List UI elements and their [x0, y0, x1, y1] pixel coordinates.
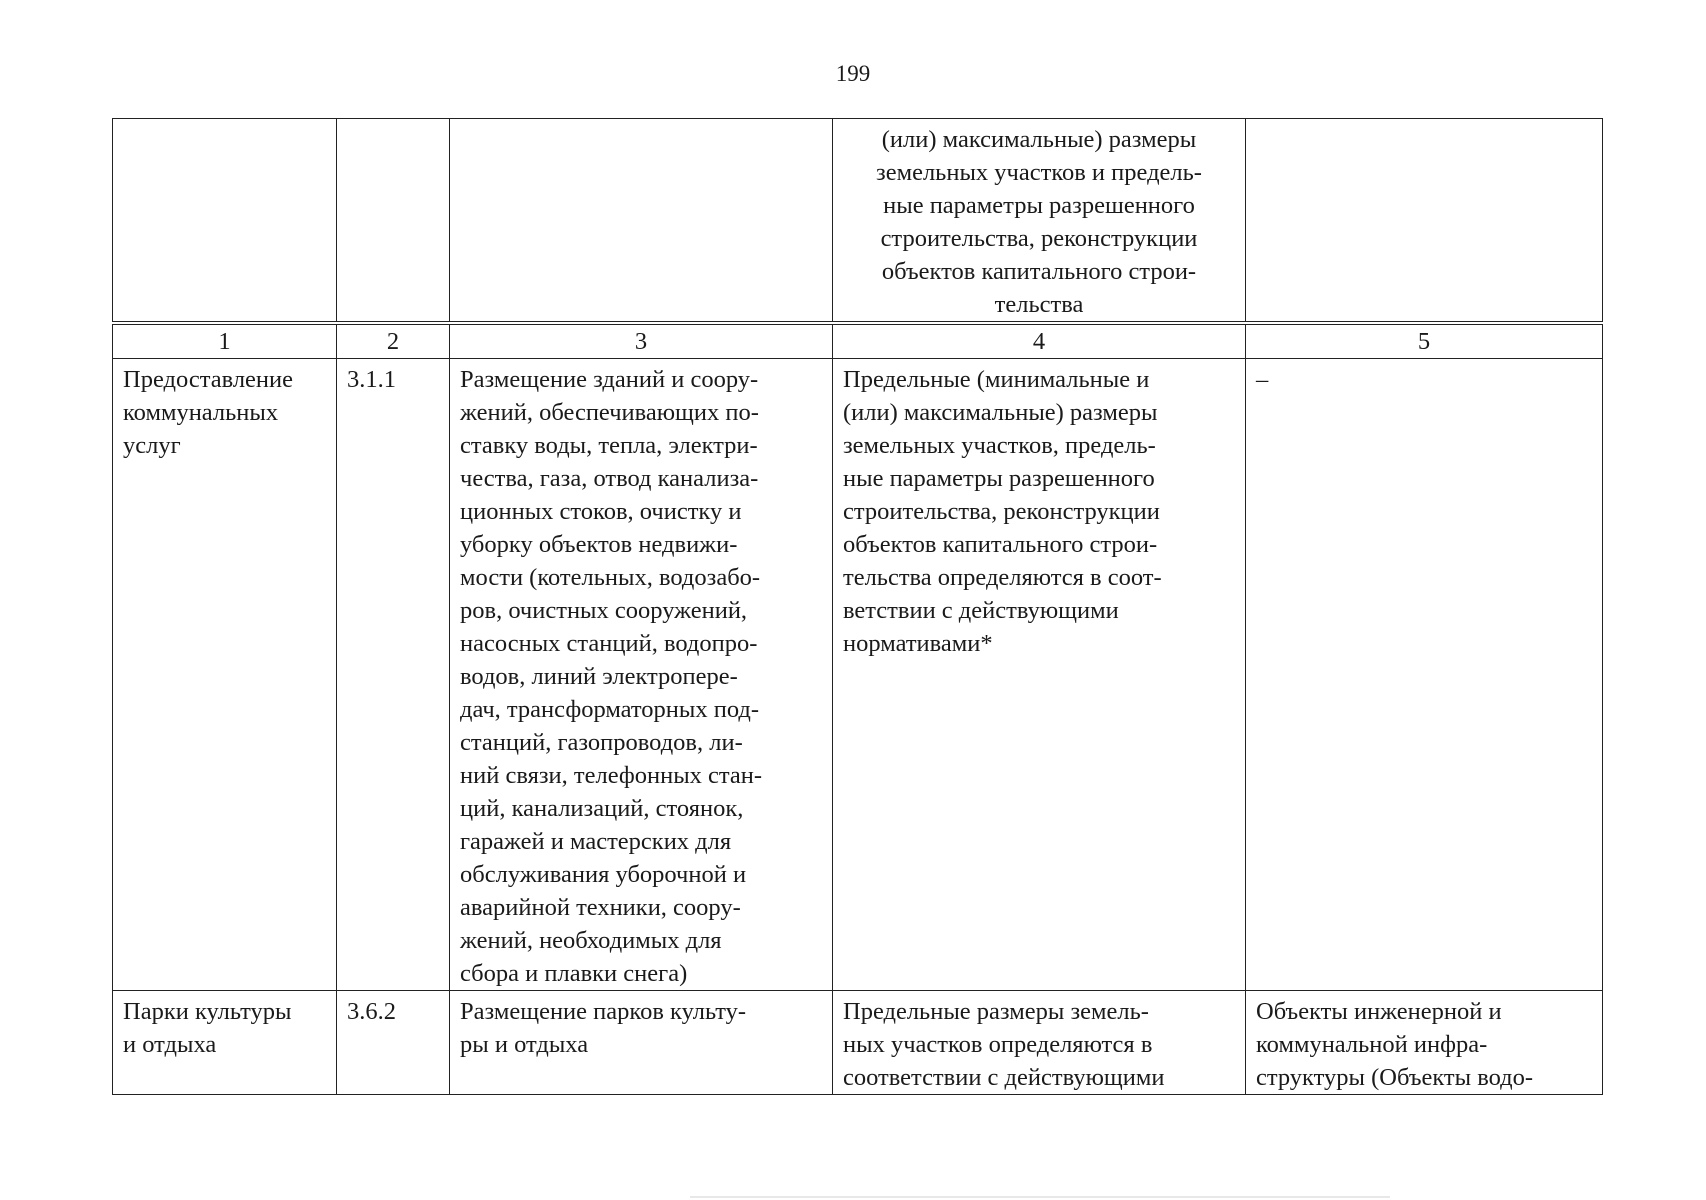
- parameters-text: Предельные (минимальные и (или) максимальные) размеры земельных участков, предель- ные параметры разрешенного строительства, реконструкции объектов капитального строи- тельства определяются в соот- ветствии с действующими нормативами*: [833, 359, 1246, 991]
- column-number-1: 1: [113, 323, 337, 359]
- column-number-5: 5: [1246, 323, 1603, 359]
- use-type-description: Размещение парков культу- ры и отдыха: [450, 991, 833, 1095]
- table-cell: [833, 119, 1246, 324]
- use-type-name: Предоставление коммунальных услуг: [113, 359, 337, 991]
- table-cell: [1246, 119, 1603, 324]
- auxiliary-uses: Объекты инженерной и коммунальной инфра- структуры (Объекты водо-: [1246, 991, 1603, 1095]
- scan-artifact: [690, 1196, 1390, 1198]
- use-type-description: Размещение зданий и соору- жений, обеспечивающих по- ставку воды, тепла, электри- чества, газа, отвод канализа- ционных стоков, очистку и уборку объектов недвижи- мости (котельных, водозабо- ров, очистных сооружений, насосных станций, водопро- водов, линий электропере- дач, трансформаторных под- станций, газопроводов, ли- ний связи, телефонных стан- ций, канализаций, стоянок, гаражей и мастерских для обслуживания уборочной и аварийной техники, соору- жений, необходимых для сбора и плавки снега): [450, 359, 833, 991]
- table-cell: [450, 119, 833, 324]
- use-type-name: Парки культуры и отдыха: [113, 991, 337, 1095]
- column-number-2: 2: [337, 323, 450, 359]
- table-cell: [337, 119, 450, 324]
- table-cell: [113, 119, 337, 324]
- page-number: 199: [835, 61, 871, 86]
- table-row: [113, 359, 1603, 991]
- column-number-3: 3: [450, 323, 833, 359]
- use-type-code: 3.6.2: [337, 991, 450, 1095]
- continuation-text: (или) максимальные) размеры земельных участков и предель- ные параметры разрешенного строительства, реконструкции объектов капитального строи- тельства: [876, 126, 1202, 318]
- use-type-code: 3.1.1: [337, 359, 450, 991]
- auxiliary-uses: –: [1246, 359, 1603, 991]
- column-number-4: 4: [833, 323, 1246, 359]
- regulations-table: [112, 118, 1603, 1095]
- continuation-row: [113, 119, 1603, 324]
- table-row: [113, 991, 1603, 1095]
- parameters-text: Предельные размеры земель- ных участков определяются в соответствии с действующими: [833, 991, 1246, 1095]
- column-number-header: [113, 323, 1603, 359]
